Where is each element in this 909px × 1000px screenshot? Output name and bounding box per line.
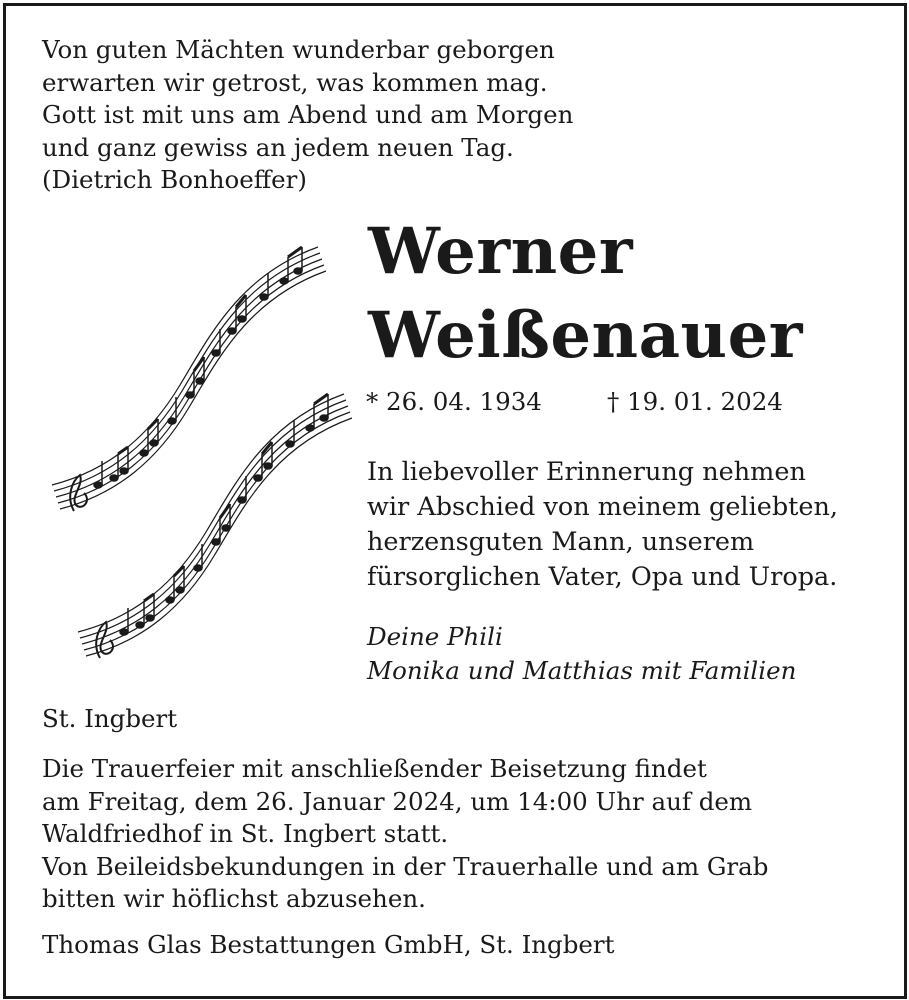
place: St. Ingbert (42, 704, 178, 733)
bonhoeffer-quote (42, 34, 573, 197)
quote-line: und ganz gewiss an jedem neuen Tag. (42, 132, 514, 162)
ceremony-line: am Freitag, dem 26. Januar 2024, um 14:00 Uhr auf dem (42, 786, 753, 816)
deceased-first-name: Werner (368, 214, 634, 289)
deceased-last-name: Weißenauer (368, 298, 803, 373)
mourners (367, 620, 796, 688)
ceremony-line: bitten wir höflichst abzusehen. (42, 884, 426, 913)
quote-line: Gott ist mit uns am Abend und am Morgen (42, 100, 574, 129)
mourner-line: Deine Phili (367, 622, 503, 651)
quote-attribution: (Dietrich Bonhoeffer) (42, 165, 307, 194)
death-date: † 19. 01. 2024 (607, 387, 783, 416)
memorial-line: fürsorglichen Vater, Opa und Uropa. (367, 562, 838, 592)
ceremony-info (42, 753, 768, 916)
memorial-text (367, 455, 838, 595)
ceremony-line: Waldfriedhof in St. Ingbert statt. (42, 819, 449, 848)
ceremony-line: Von Beileidsbekundungen in der Trauerhalle und am Grab (42, 851, 769, 881)
quote-line: erwarten wir getrost, was kommen mag. (42, 67, 548, 97)
birth-date: * 26. 04. 1934 (366, 387, 542, 416)
music-staff-icon (66, 382, 356, 667)
quote-line: Von guten Mächten wunderbar geborgen (42, 35, 555, 64)
ceremony-line: Die Trauerfeier mit anschließender Beisetzung findet (42, 754, 707, 783)
undertaker: Thomas Glas Bestattungen GmbH, St. Ingbert (42, 930, 615, 959)
memorial-line: In liebevoller Erinnerung nehmen (367, 457, 806, 487)
memorial-line: herzensguten Mann, unserem (367, 527, 755, 557)
memorial-line: wir Abschied von meinem geliebten, (367, 492, 839, 522)
mourner-line: Monika und Matthias mit Familien (367, 656, 797, 685)
